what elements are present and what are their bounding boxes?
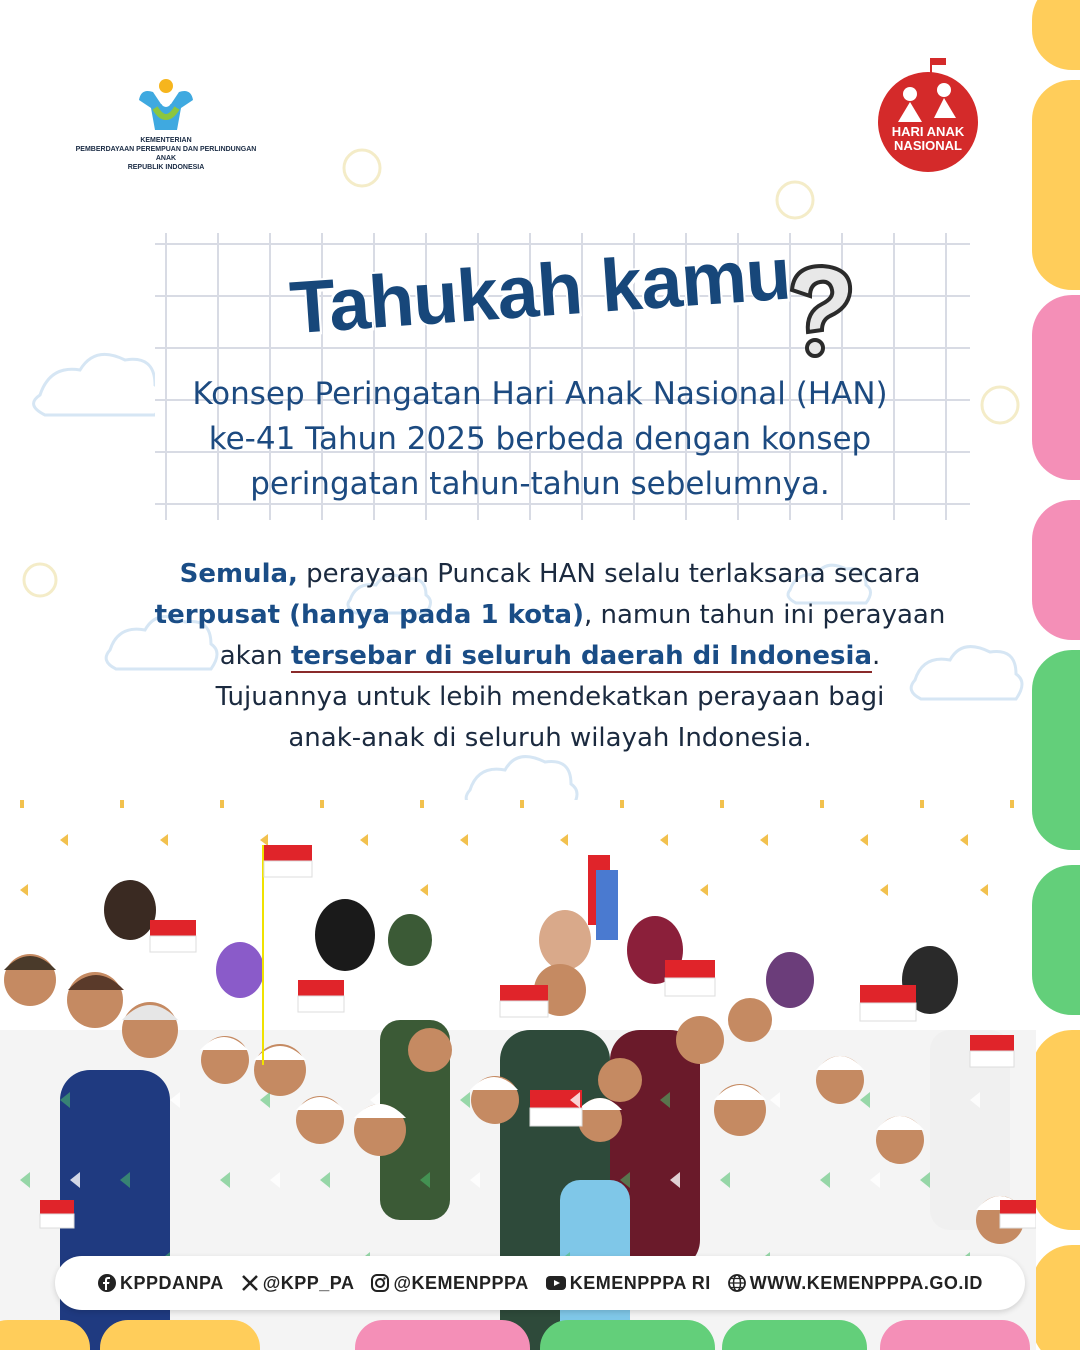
- body-line3: [110, 636, 990, 677]
- flower-icon: [777, 182, 813, 218]
- cloud-icon: [466, 757, 577, 800]
- han-line1: HARI ANAK: [891, 124, 965, 139]
- subtitle-line2: ke-41 Tahun 2025 berbeda dengan konsep: [208, 421, 872, 457]
- x-icon: [240, 1273, 260, 1293]
- org-line3: REPUBLIK INDONESIA: [127, 164, 205, 171]
- social-instagram-label: @KEMENPPPA: [393, 1272, 529, 1293]
- han-line2: NASIONAL: [894, 138, 962, 153]
- instagram-icon: [370, 1273, 390, 1293]
- subtitle-line1: Konsep Peringatan Hari Anak Nasional (HAN): [192, 376, 888, 412]
- social-website[interactable]: [727, 1273, 983, 1294]
- globe-icon: [727, 1273, 747, 1293]
- body-highlight-semula: Semula,: [179, 559, 298, 589]
- body-highlight-tersebar: tersebar di seluruh daerah di Indonesia: [290, 641, 872, 671]
- social-youtube-label: KEMENPPPA RI: [569, 1272, 711, 1293]
- social-x-label: @KPP_PA: [262, 1272, 355, 1293]
- social-website-label: WWW.KEMENPPPA.GO.ID: [749, 1272, 983, 1293]
- social-instagram[interactable]: [370, 1273, 528, 1294]
- body-line5: anak-anak di seluruh wilayah Indonesia.: [288, 723, 812, 753]
- org-line2: PEMBERDAYAAN PEREMPUAN DAN PERLINDUNGAN ANAK: [75, 146, 257, 162]
- subtitle-line3: peringatan tahun-tahun sebelumnya.: [250, 466, 830, 502]
- body-line4: Tujuannya untuk lebih mendekatkan perayaan bagi: [215, 682, 885, 712]
- page-title: Tahukah kamu: [287, 231, 793, 350]
- youtube-icon: [545, 1274, 567, 1292]
- flower-icon: [24, 564, 56, 596]
- body-line1: [110, 554, 990, 595]
- social-media-bar: [55, 1256, 1025, 1310]
- body-text-2: , namun tahun ini perayaan: [583, 600, 946, 630]
- body-text-3a: akan: [219, 641, 291, 671]
- body-text-3b: .: [872, 641, 881, 671]
- social-facebook[interactable]: [97, 1273, 224, 1294]
- org-line1: KEMENTERIAN: [140, 137, 192, 144]
- body-paragraph: [110, 554, 990, 759]
- facebook-icon: [97, 1273, 117, 1293]
- bottom-color-strip: [0, 1312, 1080, 1350]
- flower-icon: [982, 387, 1018, 423]
- question-mark-icon: [778, 260, 862, 360]
- body-highlight-terpusat: terpusat (hanya pada 1 kota): [154, 600, 584, 630]
- subtitle: [120, 372, 960, 507]
- social-facebook-label: KPPDANPA: [120, 1272, 224, 1293]
- flower-icon: [344, 150, 380, 186]
- social-x[interactable]: [240, 1273, 355, 1294]
- right-edge-strip: [1032, 0, 1080, 1350]
- social-youtube[interactable]: [545, 1273, 711, 1294]
- body-text-1: perayaan Puncak HAN selalu terlaksana secara: [297, 559, 921, 589]
- body-line2: [110, 595, 990, 636]
